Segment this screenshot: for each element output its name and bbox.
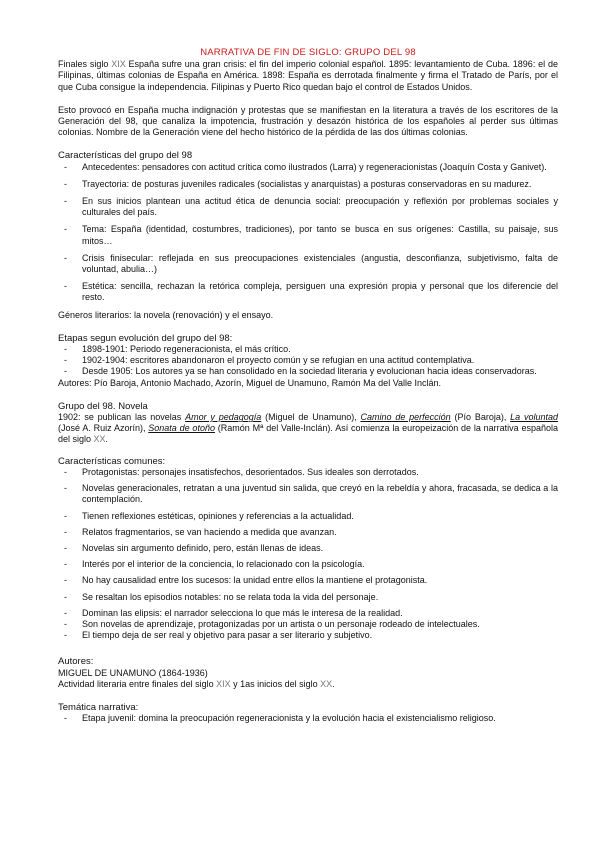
caracteristicas-list bbox=[58, 162, 558, 304]
list-item: - Novelas sin argumento definido, pero, están llenas de ideas. bbox=[58, 543, 558, 554]
list-item: - Relatos fragmentarios, se van haciendo a medida que avanzan. bbox=[58, 527, 558, 538]
author-text: Actividad literaria entre finales del siglo bbox=[58, 678, 217, 689]
document-page bbox=[58, 47, 558, 724]
list-item: - Son novelas de aprendizaje, protagonizadas por un artista o un personaje rodeado de intelectuales. bbox=[58, 619, 558, 630]
roman-numeral: XIX bbox=[216, 678, 231, 689]
intro-paragraph-1 bbox=[58, 59, 558, 93]
roman-numeral: XIX bbox=[111, 59, 126, 70]
list-item: - Crisis finisecular: reflejada en sus preocupaciones existenciales (angustia, desconfianza, subjetivismo, falta de voluntad, abulia…) bbox=[58, 253, 558, 275]
novela-text: 1902: se publican las novelas bbox=[58, 412, 186, 423]
list-item: - Novelas generacionales, retratan a una juventud sin salida, que creyó en la rebeldía y ahora, fracasada, se dedica a la contemplación. bbox=[58, 483, 558, 505]
list-item: - En sus inicios plantean una actitud ética de denuncia social: preocupación y reflexión por problemas sociales y culturales del país. bbox=[58, 196, 558, 218]
work-title: Sonata de otoño bbox=[148, 423, 215, 434]
novela-text: . bbox=[105, 434, 109, 445]
document-title: NARRATIVA DE FIN DE SIGLO: GRUPO DEL 98 bbox=[200, 47, 416, 58]
section-heading-etapas: Etapas segun evolución del grupo del 98: bbox=[58, 332, 233, 344]
list-item: - El tiempo deja de ser real y objetivo para pasar a ser literario y subjetivo. bbox=[58, 630, 558, 641]
section-heading-autores: Autores: bbox=[58, 656, 94, 668]
roman-numeral: XX bbox=[320, 678, 333, 689]
list-item: - Dominan las elipsis: el narrador selecciona lo que más le interesa de la realidad. bbox=[58, 608, 558, 619]
section-heading-caracteristicas: Características del grupo del 98 bbox=[58, 150, 193, 162]
novela-text: (Ramón Mª del Valle-Inclán). Así comienza la europeización de la narrativa española del siglo bbox=[58, 423, 559, 445]
author-text: y 1as inicios del siglo bbox=[230, 678, 321, 689]
roman-numeral: XX bbox=[93, 434, 106, 445]
etapas-list bbox=[58, 344, 558, 378]
list-item: - Etapa juvenil: domina la preocupación regeneracionista y la evolución hacia el existencialismo religioso. bbox=[58, 713, 558, 724]
section-heading-comunes: Características comunes: bbox=[58, 455, 166, 467]
intro-text: Finales siglo bbox=[58, 59, 112, 70]
autores-line: Autores: Pío Baroja, Antonio Machado, Azorín, Miguel de Unamuno, Ramón Ma del Valle Inclán. bbox=[58, 377, 442, 388]
novela-text: (Pío Baroja), bbox=[450, 412, 511, 423]
list-item: - Antecedentes: pensadores con actitud crítica como ilustrados (Larra) y regeneracionistas (Joaquín Costa y Ganivet). bbox=[58, 162, 558, 173]
intro-text: España sufre una gran crisis: el fin del imperio colonial español. 1895: levantamiento de Cuba. 1896: el de Filipinas, últimas colonias de España en América. 1898: España es derrotada finalmente y firma el Tratado de París, por el que Cuba consigue la independencia. Filipinas y Puerto Rico quedan bajo el control de Estados Unidos. bbox=[58, 59, 559, 92]
author-name: MIGUEL DE UNAMUNO (1864-1936) bbox=[58, 667, 208, 678]
intro-paragraph-2: Esto provocó en España mucha indignación y protestas que se manifiestan en la literatura a través de los escritores de la Generación del 98, que canaliza la impotencia, frustración y desazón histórica de los españoles al perder sus últimas colonias. Nombre de la Generación viene del hecho histórico de la pérdida de las dos últimas colonias. bbox=[58, 104, 558, 138]
list-item: - Desde 1905: Los autores ya se han consolidado en la sociedad literaria y evolucionan hacia ideas conservadoras. bbox=[58, 366, 558, 377]
novela-text: (Miguel de Unamuno), bbox=[261, 412, 361, 423]
novela-paragraph bbox=[58, 412, 558, 446]
list-item: - Tema: España (identidad, costumbres, tradiciones), por tanto se busca en sus orígenes: Castilla, su paisaje, sus mitos… bbox=[58, 224, 558, 246]
comunes-list bbox=[58, 467, 558, 641]
work-title: La voluntad bbox=[510, 412, 558, 423]
section-heading-novela: Grupo del 98. Novela bbox=[58, 400, 148, 412]
work-title: Camino de perfección bbox=[360, 412, 451, 423]
list-item: - Protagonistas: personajes insatisfechos, desorientados. Sus ideales son derrotados. bbox=[58, 467, 558, 478]
tematica-list bbox=[58, 713, 558, 724]
novela-text: (José A. Ruiz Azorín), bbox=[58, 423, 149, 434]
list-item: - No hay causalidad entre los sucesos: la unidad entre ellos la mantiene el protagonista. bbox=[58, 575, 558, 586]
author-text: . bbox=[332, 678, 335, 689]
list-item: - Interés por el interior de la conciencia, lo relacionado con la psicología. bbox=[58, 559, 558, 570]
author-activity bbox=[58, 679, 558, 690]
section-heading-tematica: Temática narrativa: bbox=[58, 701, 139, 713]
generos-line: Géneros literarios: la novela (renovación) y el ensayo. bbox=[58, 309, 274, 320]
list-item: - Tienen reflexiones estéticas, opiniones y referencias a la actualidad. bbox=[58, 511, 558, 522]
list-item: - Se resaltan los episodios notables: no se relata toda la vida del personaje. bbox=[58, 592, 558, 603]
list-item: - Trayectoria: de posturas juveniles radicales (socialistas y anarquistas) a posturas conservadoras en su madurez. bbox=[58, 179, 558, 190]
list-item: - Estética: sencilla, rechazan la retórica compleja, persiguen una expresión propia y personal que los diferencie del resto. bbox=[58, 281, 558, 303]
list-item: - 1898-1901: Periodo regeneracionista, el más crítico. bbox=[58, 344, 558, 355]
list-item: - 1902-1904: escritores abandonaron el proyecto común y se refugian en una actitud contemplativa. bbox=[58, 355, 558, 366]
work-title: Amor y pedagogía bbox=[185, 412, 262, 423]
